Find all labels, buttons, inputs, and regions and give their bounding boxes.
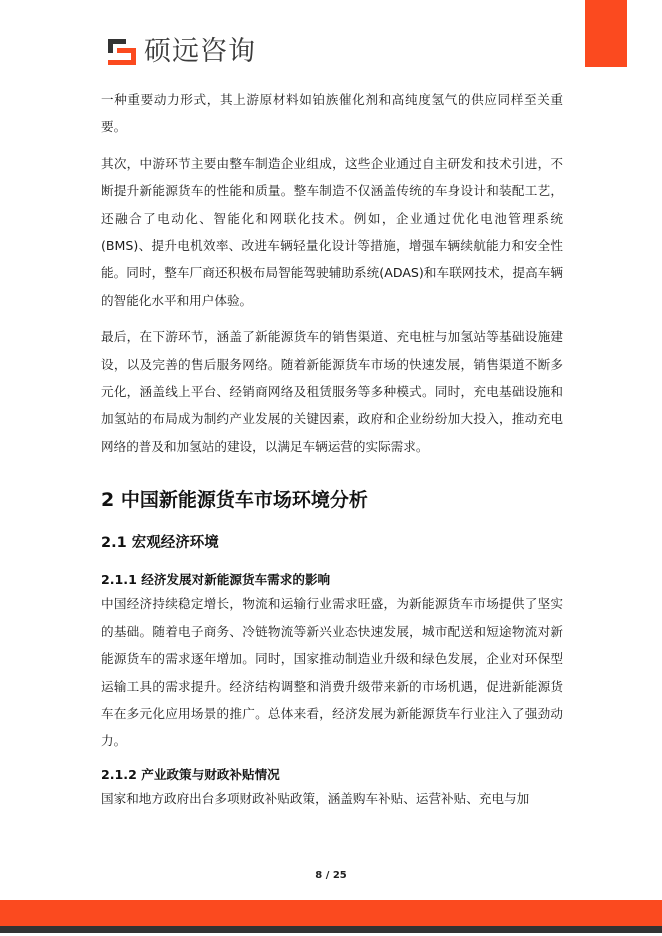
logo-text: 硕远咨询	[144, 36, 256, 67]
section-heading-2-1: 2.1 宏观经济环境	[101, 535, 219, 552]
document-body	[101, 86, 563, 812]
page-number: 8 / 25	[315, 870, 347, 881]
paragraph-policy-subsidy: 国家和地方政府出台多项财政补贴政策，涵盖购车补贴、运营补贴、充电与加	[101, 790, 530, 806]
section-heading-2-1-1: 2.1.1 经济发展对新能源货车需求的影响	[101, 572, 331, 588]
section-heading-2: 2 中国新能源货车市场环境分析	[101, 489, 368, 512]
paragraph-upstream-continued: 一种重要动力形式，其上游原材料如铂族催化剂和高纯度氢气的供应同样至关重要。	[101, 92, 563, 135]
section-heading-2-1-2: 2.1.2 产业政策与财政补贴情况	[101, 766, 280, 782]
footer-accent-bar	[0, 900, 662, 926]
company-logo	[106, 34, 256, 70]
paragraph-economic-development: 中国经济持续稳定增长，物流和运输行业需求旺盛，为新能源货车市场提供了坚实的基础。随着电子商务、冷链物流等新兴业态快速发展，城市配送和短途物流对新能源货车的需求逐年增加。同时，国家推动制造业升级和绿色发展，企业对环保型运输工具的需求提升。经济结构调整和消费升级带来新的市场机遇，促进新能源货车在多元化应用场景的推广。总体来看，经济发展为新能源货车行业注入了强劲动力。	[101, 596, 563, 749]
paragraph-midstream: 其次，中游环节主要由整车制造企业组成，这些企业通过自主研发和技术引进，不断提升新能源货车的性能和质量。整车制造不仅涵盖传统的车身设计和装配工艺，还融合了电动化、智能化和网联化技术。例如，企业通过优化电池管理系统(BMS)、提升电机效率、改进车辆轻量化设计等措施，增强车辆续航能力和安全性能。同时，整车厂商还积极布局智能驾驶辅助系统(ADAS)和车联网技术，提高车辆的智能化水平和用户体验。	[101, 155, 563, 308]
logo-mark-icon	[106, 37, 138, 67]
corner-accent-tab	[585, 0, 627, 67]
paragraph-downstream: 最后，在下游环节，涵盖了新能源货车的销售渠道、充电桩与加氢站等基础设施建设，以及完善的售后服务网络。随着新能源货车市场的快速发展，销售渠道不断多元化，涵盖线上平台、经销商网络及租赁服务等多种模式。同时，充电基础设施和加氢站的布局成为制约产业发展的关键因素，政府和企业纷纷加大投入，推动充电网络的普及和加氢站的建设，以满足车辆运营的实际需求。	[101, 329, 563, 454]
footer-dark-line	[0, 926, 662, 933]
